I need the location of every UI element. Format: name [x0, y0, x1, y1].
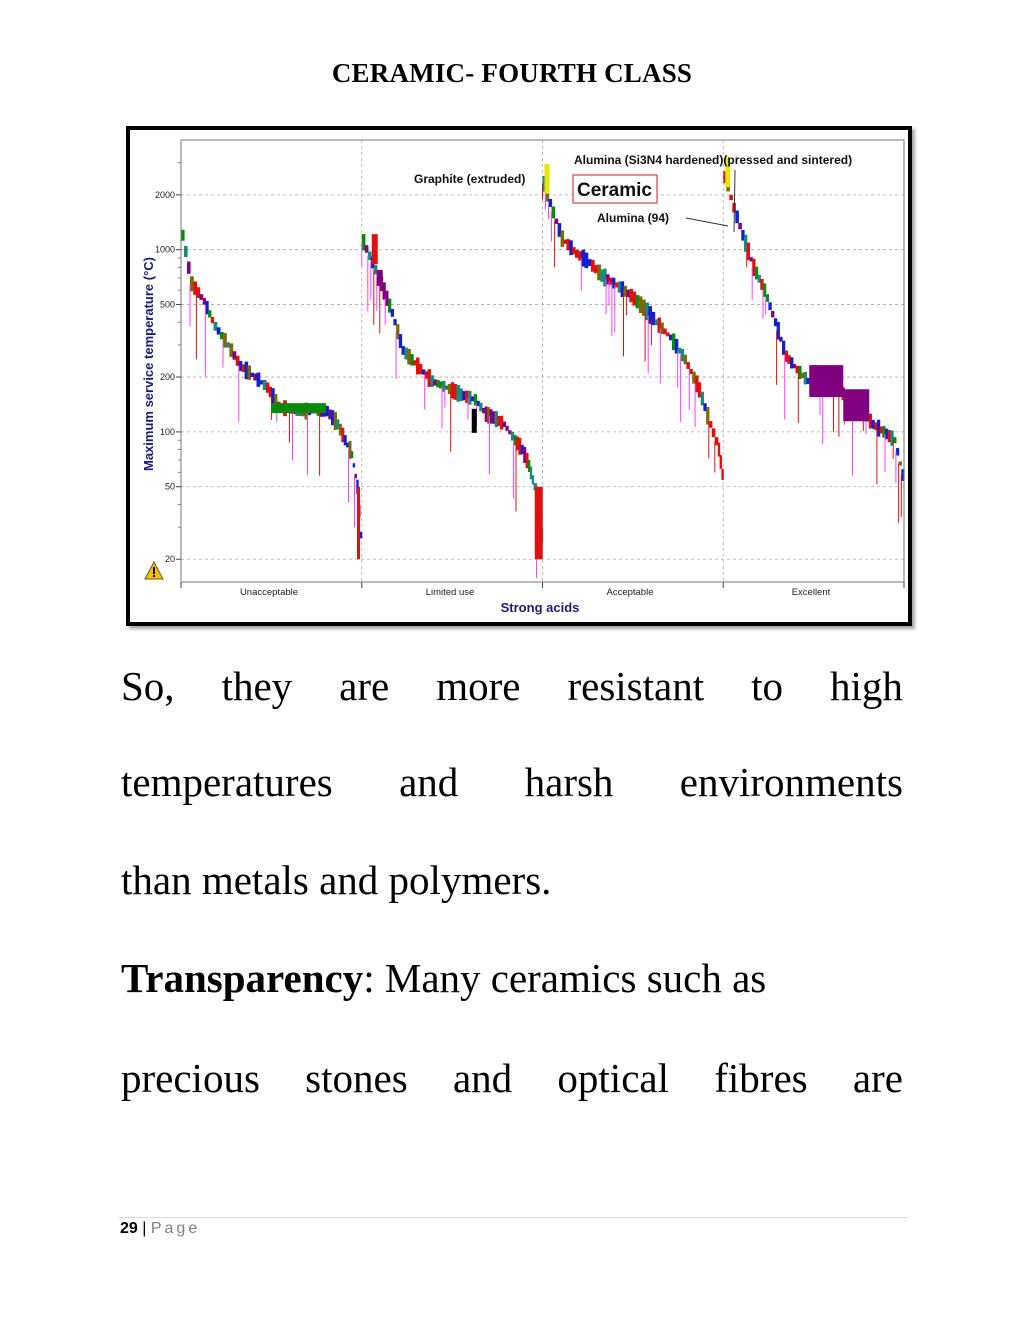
- word: are: [852, 1055, 903, 1101]
- word: resistant: [567, 663, 705, 709]
- data-band: [505, 426, 508, 431]
- y-tick-label: 500: [159, 299, 175, 310]
- y-tick-label: 50: [164, 481, 175, 492]
- word: are: [339, 663, 390, 709]
- category-label-unacceptable: Unacceptable: [239, 587, 299, 598]
- data-band: [351, 451, 353, 458]
- page-footer: [120, 1220, 200, 1238]
- term-transparency: Transparency: [121, 955, 364, 1001]
- word: fibres: [714, 1055, 808, 1101]
- data-band-top: [545, 164, 550, 194]
- word: to: [751, 663, 784, 709]
- word: harsh: [524, 759, 614, 805]
- data-band: [184, 246, 188, 257]
- footer-separator: |: [142, 1220, 147, 1237]
- word: high: [830, 663, 903, 709]
- data-band: [248, 365, 252, 380]
- data-band: [552, 207, 556, 219]
- y-axis-label: Maximum service temperature (°C): [141, 257, 156, 471]
- data-band: [187, 262, 191, 274]
- x-axis-label: Strong acids: [500, 600, 580, 615]
- footer-rule: [118, 1217, 908, 1218]
- data-block-red-tail: [535, 487, 543, 560]
- paragraph-line-5: [121, 1053, 903, 1103]
- data-block-purple-small: [377, 270, 383, 286]
- annotation-ceramic: Ceramic: [577, 180, 652, 201]
- y-tick-label: 100: [159, 426, 175, 437]
- category-label-excellent: Excellent: [791, 587, 831, 598]
- annotation-graphite: Graphite (extruded): [414, 172, 526, 186]
- word: stones: [305, 1055, 408, 1101]
- chart-figure: [126, 126, 912, 626]
- y-tick-label: 200: [159, 372, 175, 383]
- paragraph-line-1: [121, 661, 903, 711]
- annotation-alumina94: Alumina (94): [597, 211, 670, 225]
- data-band: [718, 443, 720, 457]
- word: So,: [121, 663, 175, 709]
- page-header: CERAMIC- FOURTH CLASS: [331, 58, 693, 88]
- paragraph-line-4: [121, 953, 903, 1003]
- y-tick-label: 1000: [154, 244, 175, 255]
- data-band: [768, 302, 771, 310]
- category-label-limited-use: Limited use: [425, 587, 475, 598]
- word: precious: [121, 1055, 260, 1101]
- data-band: [729, 195, 733, 200]
- data-band: [399, 334, 402, 348]
- y-tick-label: 2000: [154, 189, 175, 200]
- word: temperatures: [121, 759, 333, 805]
- data-band: [720, 455, 722, 469]
- data-band: [208, 310, 211, 317]
- data-block-red-tail-0: [357, 487, 360, 560]
- word: they: [221, 663, 293, 709]
- paragraph-line-2: [121, 757, 903, 807]
- word: optical: [557, 1055, 669, 1101]
- data-band: [353, 463, 355, 467]
- data-band: [721, 469, 723, 480]
- data-band: [735, 211, 739, 224]
- category-label-acceptable: Acceptable: [606, 587, 654, 598]
- page-label: Page: [150, 1220, 201, 1237]
- annotation-alumina-si3n4: Alumina (Si3N4 hardened)(pressed and sintered): [574, 153, 853, 167]
- word: and: [452, 1055, 513, 1101]
- data-band: [257, 373, 261, 387]
- line4-rest: : Many ceramics such as: [363, 955, 767, 1001]
- y-tick-label: 20: [164, 554, 175, 565]
- data-band: [181, 230, 185, 241]
- word: more: [436, 663, 521, 709]
- data-band: [360, 532, 362, 539]
- data-band: [738, 223, 742, 229]
- data-band: [561, 231, 565, 247]
- word: and: [399, 759, 459, 805]
- page-number: 29: [120, 1220, 138, 1237]
- data-band: [709, 421, 713, 428]
- data-band: [686, 362, 690, 369]
- data-block-red: [372, 234, 378, 264]
- data-band: [771, 311, 774, 318]
- data-band: [391, 309, 394, 317]
- data-block-green: [271, 403, 326, 413]
- data-band: [712, 428, 716, 437]
- word: environments: [679, 759, 903, 805]
- paragraph-line-3: than metals and polymers.: [121, 857, 552, 903]
- data-block-purple-2: [843, 389, 869, 421]
- data-band: [549, 199, 553, 207]
- chart-svg: [130, 130, 908, 622]
- data-block-black: [472, 409, 477, 433]
- data-block-purple-1: [809, 365, 843, 397]
